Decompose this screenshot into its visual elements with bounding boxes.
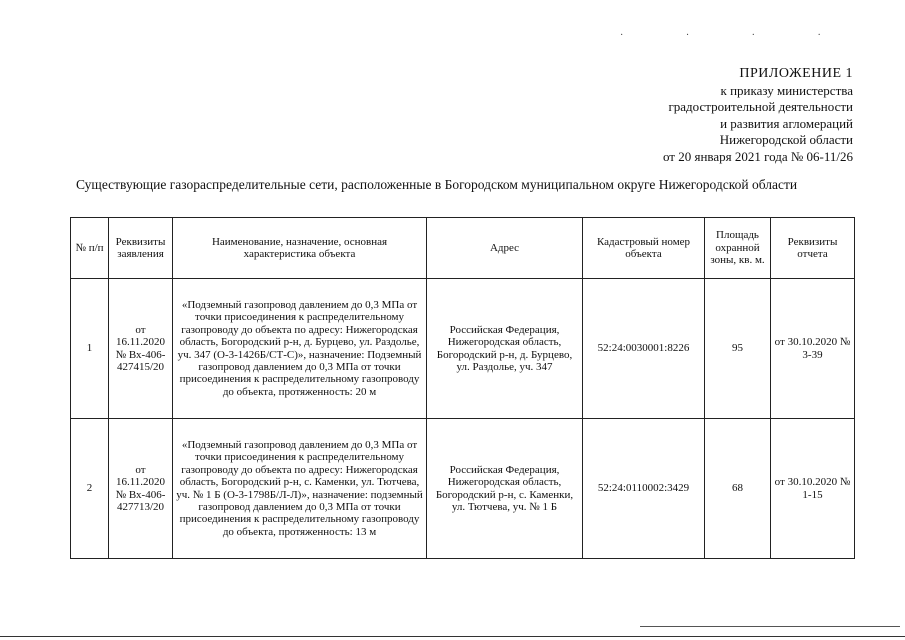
table-row	[71, 279, 855, 419]
cell-area: 68	[705, 419, 771, 559]
cell-report: от 30.10.2020 № 1-15	[771, 419, 855, 559]
appendix-title: ПРИЛОЖЕНИЕ 1	[739, 66, 853, 81]
cell-cadastral: 52:24:0110002:3429	[583, 419, 705, 559]
cell-report: от 30.10.2020 № 3-39	[771, 279, 855, 419]
header-address: Адрес	[427, 218, 583, 279]
cell-application: от 16.11.2020 № Вх-406-427713/20	[109, 419, 173, 559]
cell-application: от 16.11.2020 № Вх-406-427415/20	[109, 279, 173, 419]
scan-specks: · · · ·	[620, 30, 851, 41]
appendix-line: градостроительной деятельности	[668, 99, 853, 114]
table-row	[71, 419, 855, 559]
cell-area: 95	[705, 279, 771, 419]
cell-num: 2	[71, 419, 109, 559]
cell-num: 1	[71, 279, 109, 419]
appendix-block	[553, 66, 853, 165]
cell-cadastral: 52:24:0030001:8226	[583, 279, 705, 419]
appendix-line: к приказу министерства	[720, 82, 853, 98]
cell-description: «Подземный газопровод давлением до 0,3 МПа от точки присоединения к распределительному газопроводу до объекта по адресу: Нижегородская область, Богородский р-н, с. Каменки, ул. Тютчева, уч. № 1 Б (О-3-1798Б/Л-Л)», назначение: подземный газопровод давлением до 0,3 МПа от точки присоединения к распределительному газопроводу до объекта, протяженность: 13 м	[173, 419, 427, 559]
appendix-line: Нижегородской области	[719, 132, 853, 147]
header-description: Наименование, назначение, основная характеристика объекта	[173, 218, 427, 279]
header-report: Реквизиты отчета	[771, 218, 855, 279]
header-application: Реквизиты заявления	[109, 218, 173, 279]
scan-edge-line	[0, 636, 905, 637]
document-heading: Существующие газораспределительные сети, расположенные в Богородском муниципальном округе Нижегородской области	[76, 177, 798, 192]
gas-network-table	[70, 217, 855, 559]
cell-address: Российская Федерация, Нижегородская область, Богородский р-н, д. Бурцево, ул. Раздолье, уч. 347	[427, 279, 583, 419]
header-area: Площадь охранной зоны, кв. м.	[705, 218, 771, 279]
header-num: № п/п	[71, 218, 109, 279]
appendix-line: от 20 января 2021 года № 06-11/26	[662, 148, 853, 164]
table-header-row	[71, 218, 855, 279]
header-cadastral: Кадастровый номер объекта	[583, 218, 705, 279]
cell-description: «Подземный газопровод давлением до 0,3 МПа от точки присоединения к распределительному газопроводу до объекта по адресу: Нижегородская область, Богородский р-н, д. Бурцево, ул. Раздолье, уч. 347 (О-3-1426Б/СТ-С)», назначение: Подземный газопровод давлением до 0,3 МПа от точки присоединения к распределительному газопроводу до объекта, протяженность: 20 м	[173, 279, 427, 419]
scan-edge-line	[640, 626, 900, 627]
cell-address: Российская Федерация, Нижегородская область, Богородский р-н, с. Каменки, ул. Тютчева, уч. № 1 Б	[427, 419, 583, 559]
appendix-line: и развития агломераций	[720, 115, 853, 131]
